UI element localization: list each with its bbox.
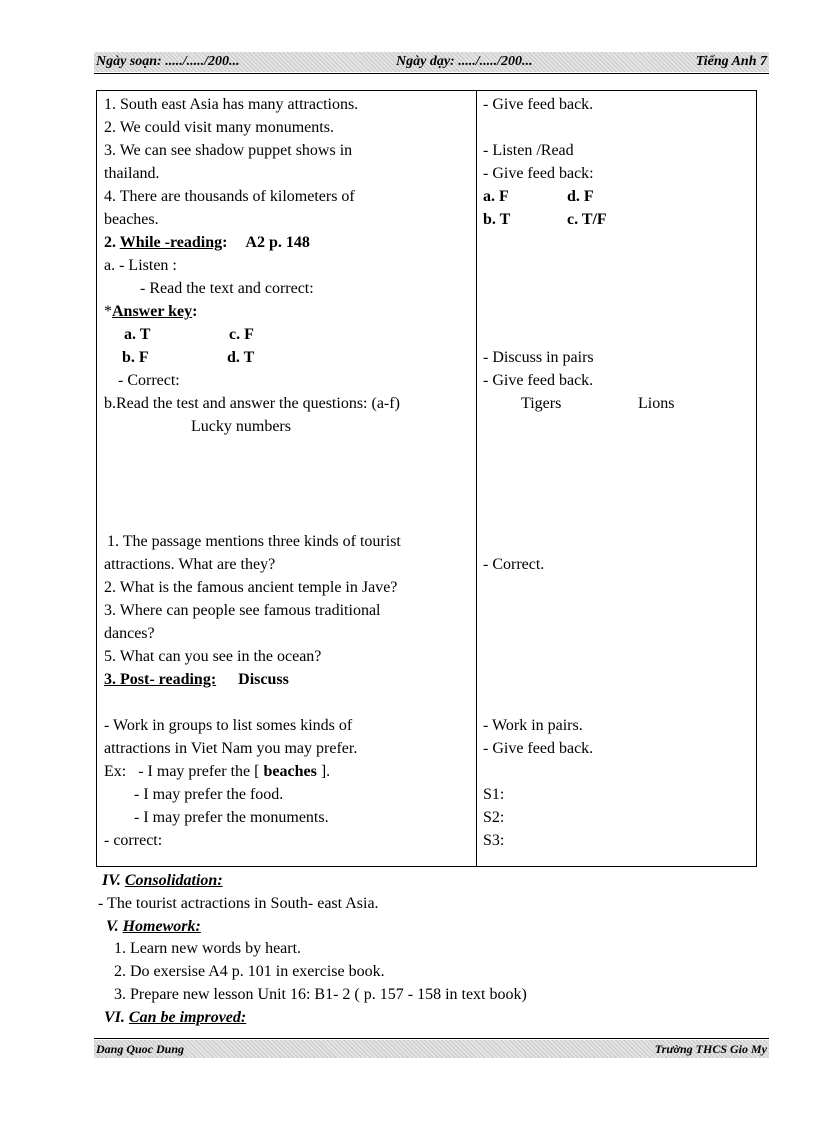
date-prepared: Ngày soạn: ...../...../200... bbox=[96, 54, 240, 69]
text-line: - Discuss in pairs bbox=[483, 349, 594, 366]
section-number: IV. bbox=[102, 872, 125, 889]
question-line: 3. Where can people see famous traditional bbox=[104, 602, 381, 619]
example-line: - I may prefer the food. bbox=[134, 786, 284, 803]
header-rule bbox=[94, 73, 769, 74]
answer-item: d. F bbox=[567, 188, 594, 205]
text-line: - Correct: bbox=[118, 372, 180, 389]
answer-item: c. T/F bbox=[567, 211, 607, 228]
text-line: a. - Listen : bbox=[104, 257, 177, 274]
text-line: - The tourist actractions in South- east Asia. bbox=[98, 894, 379, 912]
text-line: - Work in groups to list somes kinds of bbox=[104, 717, 353, 734]
text-line: 2. We could visit many monuments. bbox=[104, 119, 334, 136]
homework-heading bbox=[100, 916, 780, 939]
answer-row bbox=[104, 323, 470, 346]
text-line: Lucky numbers bbox=[191, 418, 291, 435]
asterisk: * bbox=[104, 303, 112, 320]
student-slot: S2: bbox=[483, 809, 505, 826]
team-lions: Lions bbox=[638, 395, 675, 412]
text-line: - Give feed back. bbox=[483, 96, 594, 113]
team-tigers: Tigers bbox=[521, 395, 562, 412]
date-taught: Ngày dạy: ...../...../200... bbox=[396, 54, 533, 69]
text-line: beaches. bbox=[104, 211, 159, 228]
answer-row bbox=[104, 346, 470, 369]
text-line: - Give feed back: bbox=[483, 165, 594, 182]
answer-row bbox=[483, 185, 751, 208]
team-names bbox=[483, 392, 751, 415]
student-slot: S3: bbox=[483, 832, 505, 849]
section-title: Homework: bbox=[122, 917, 201, 935]
colon: : bbox=[192, 303, 198, 320]
answer-key-title: Answer key bbox=[112, 303, 193, 320]
student-slot: S1: bbox=[483, 786, 505, 803]
text-line: thailand. bbox=[104, 165, 160, 182]
question-line: 1. The passage mentions three kinds of tourist bbox=[107, 533, 401, 550]
author-name: Dang Quoc Dung bbox=[96, 1042, 185, 1056]
teacher-activities-column bbox=[104, 93, 470, 852]
lesson-table bbox=[96, 90, 757, 867]
colon: : bbox=[222, 234, 228, 251]
section-title: Can be improved: bbox=[128, 1008, 247, 1026]
text-line: - Give feed back. bbox=[483, 740, 594, 757]
text-line: 1. South east Asia has many attractions. bbox=[104, 96, 359, 113]
page-header bbox=[94, 52, 769, 72]
answer-item: a. T bbox=[124, 326, 151, 343]
answer-row bbox=[483, 208, 751, 231]
school-name: Trường THCS Gio My bbox=[654, 1042, 767, 1056]
post-reading-heading bbox=[104, 668, 470, 691]
text-line: - Give feed back. bbox=[483, 372, 594, 389]
example-bold: beaches bbox=[263, 763, 317, 780]
section-title: 3. Post- reading: bbox=[104, 671, 217, 688]
footer-rule bbox=[94, 1038, 769, 1039]
answer-item: c. F bbox=[229, 326, 254, 343]
homework-item: 1. Learn new words by heart. bbox=[114, 940, 302, 958]
section-title: While -reading bbox=[119, 234, 223, 251]
section-number: 2. bbox=[104, 234, 120, 251]
text-line: - Read the text and correct: bbox=[140, 280, 314, 297]
question-line: 2. What is the famous ancient temple in Jave? bbox=[104, 579, 398, 596]
example-text: ]. bbox=[316, 763, 331, 780]
text-line: attractions in Viet Nam you may prefer. bbox=[104, 740, 358, 757]
answer-key-heading bbox=[104, 300, 470, 323]
column-divider bbox=[476, 91, 477, 866]
text-line: - Correct. bbox=[483, 556, 545, 573]
example-text: Ex: - I may prefer the [ bbox=[104, 763, 264, 780]
homework-item: 3. Prepare new lesson Unit 16: B1- 2 ( p. 157 - 158 in text book) bbox=[114, 985, 527, 1003]
homework-item: 2. Do exersise A4 p. 101 in exercise book. bbox=[114, 963, 385, 981]
answer-item: b. T bbox=[483, 211, 511, 228]
text-line: b.Read the test and answer the questions: (a-f) bbox=[104, 395, 400, 412]
answer-item: b. F bbox=[122, 349, 149, 366]
student-activities-column bbox=[483, 93, 751, 852]
text-line: 4. There are thousands of kilometers of bbox=[104, 188, 355, 205]
question-line: dances? bbox=[104, 625, 155, 642]
text-line: 3. We can see shadow puppet shows in bbox=[104, 142, 353, 159]
answer-item: d. T bbox=[227, 349, 255, 366]
text-line: - Work in pairs. bbox=[483, 717, 583, 734]
improvement-heading bbox=[100, 1007, 780, 1030]
text-line: - correct: bbox=[104, 832, 163, 849]
example-line bbox=[104, 760, 470, 783]
section-number: V. bbox=[106, 917, 123, 935]
section-title: Consolidation: bbox=[124, 872, 223, 889]
while-reading-heading bbox=[104, 231, 470, 254]
subject-label: Tiếng Anh 7 bbox=[695, 54, 767, 69]
section-number: VI. bbox=[104, 1008, 129, 1026]
section-ref: A2 p. 148 bbox=[245, 234, 310, 251]
example-line: - I may prefer the monuments. bbox=[134, 809, 329, 826]
section-label: Discuss bbox=[238, 671, 289, 688]
text-line: - Listen /Read bbox=[483, 142, 574, 159]
lesson-followup bbox=[100, 870, 780, 1030]
question-line: attractions. What are they? bbox=[104, 556, 276, 573]
page-footer bbox=[94, 1040, 769, 1058]
question-line: 5. What can you see in the ocean? bbox=[104, 648, 322, 665]
consolidation-heading bbox=[100, 870, 780, 893]
answer-item: a. F bbox=[483, 188, 509, 205]
